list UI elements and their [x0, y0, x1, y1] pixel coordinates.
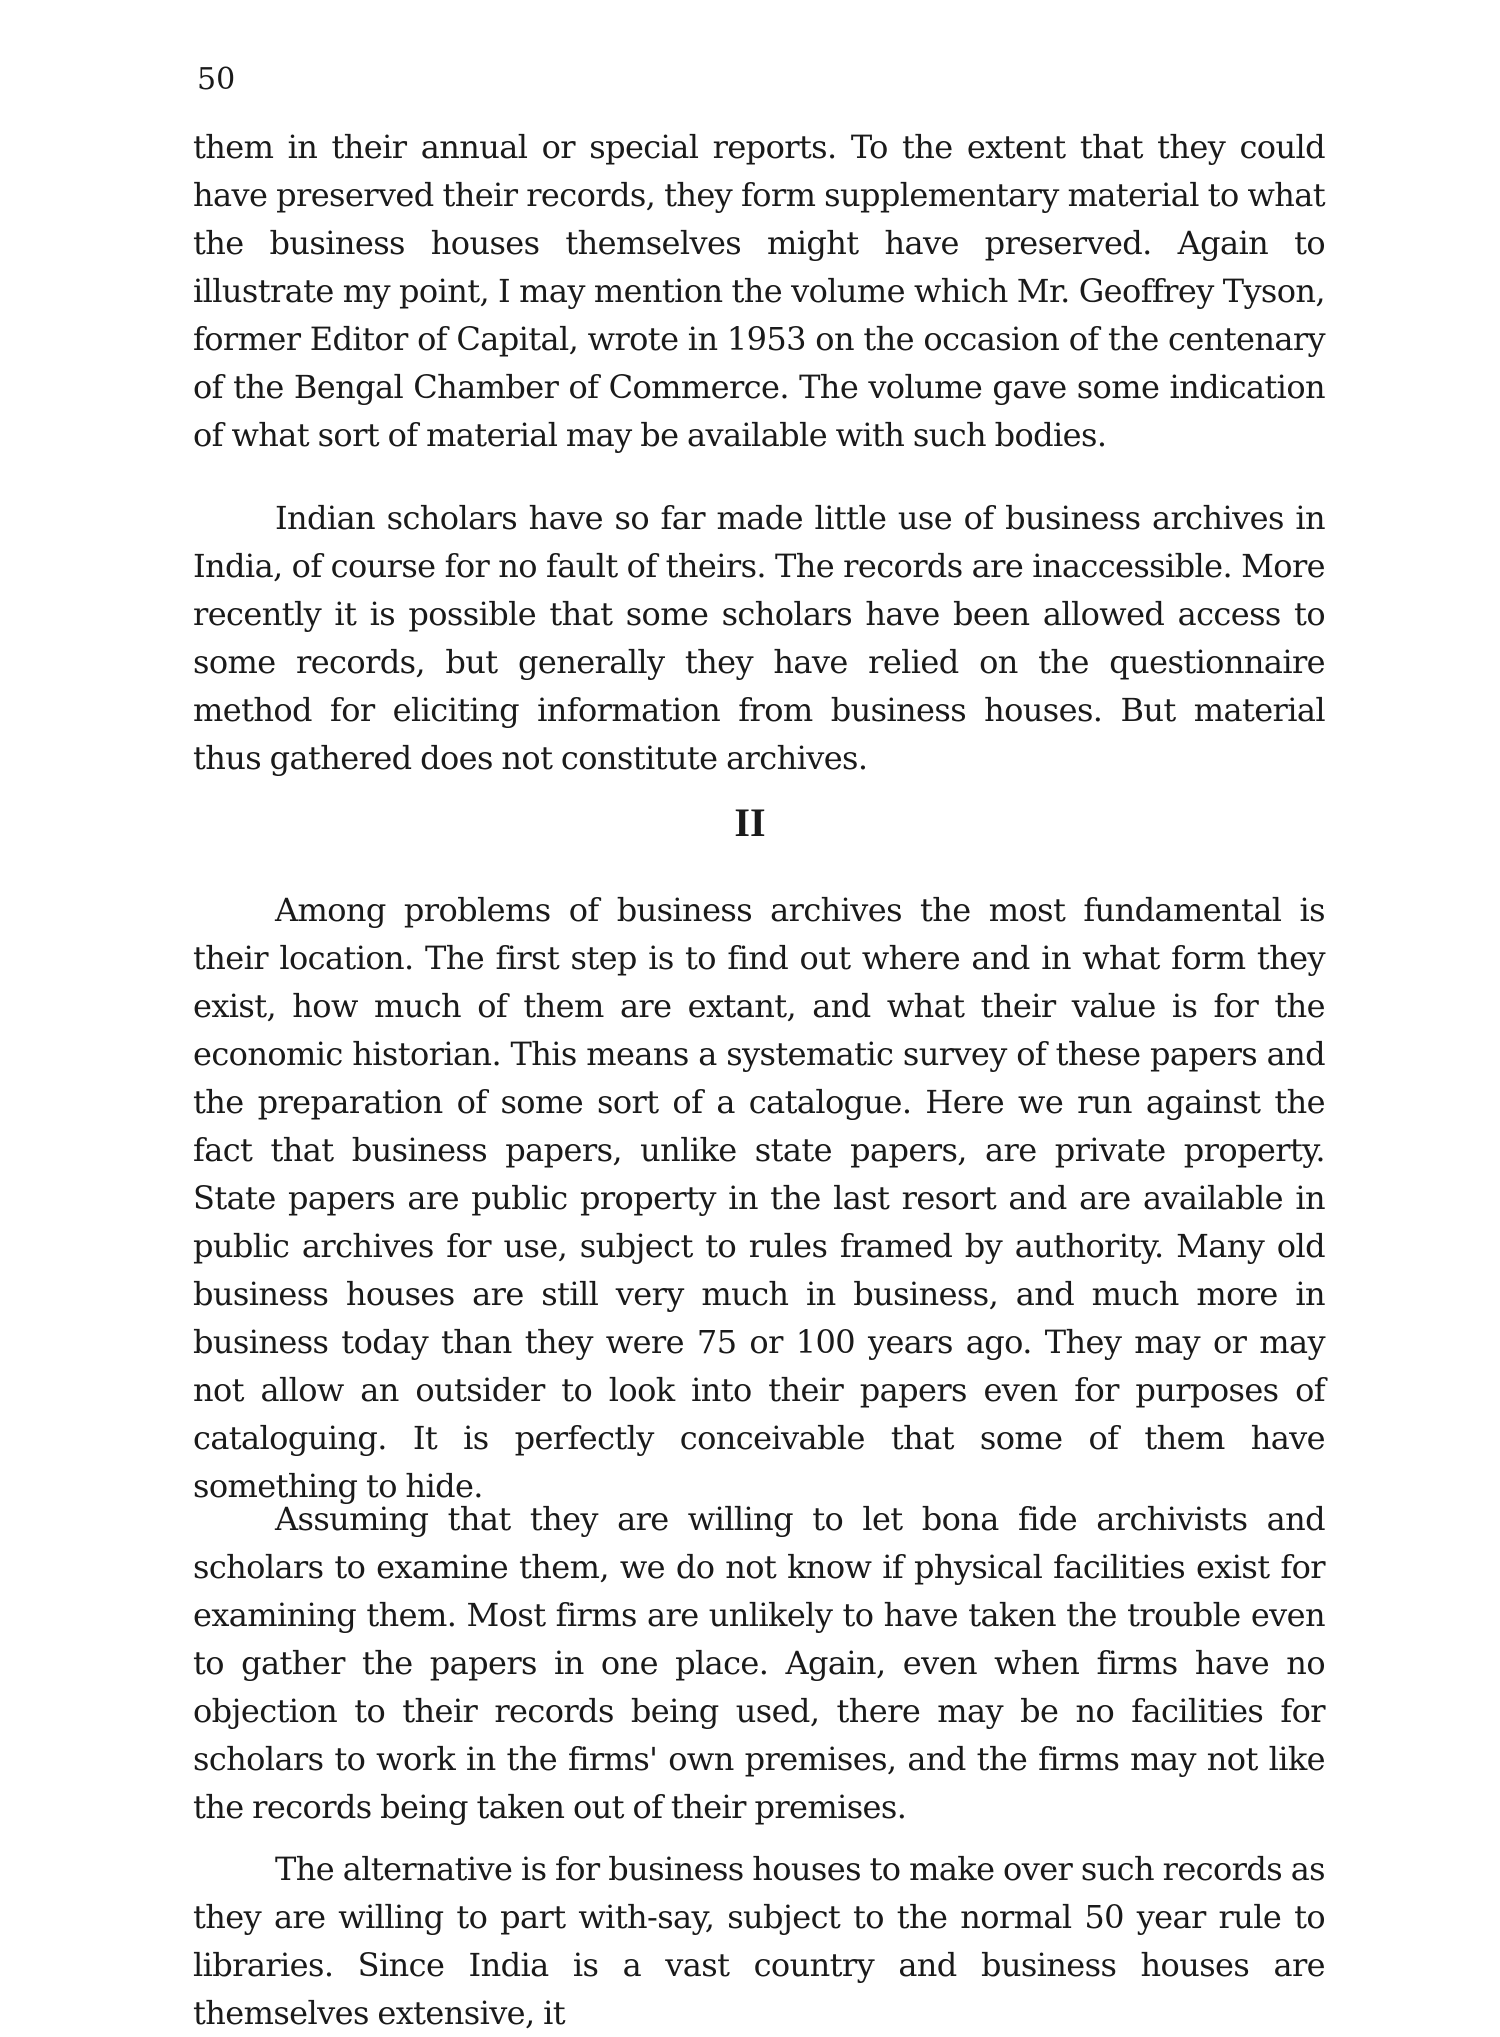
page-number: 50: [197, 62, 236, 97]
paragraph-text: them in their annual or special reports. To the extent that they could have preserved their records, they form supplementary material to what the business houses themselves might have preserved. Again to illustrate my point, I may mention the volume which Mr. Geoffrey Tyson, former Editor of Capital, wrote in 1953 on the occasion of the centenary of the Bengal Chamber of Commerce. The volume gave some indication of what sort of material may be available with such bodies.: [193, 128, 1325, 454]
paragraph-text: Assuming that they are willing to let bona fide archivists and scholars to examine them, we do not know if physical facilities exist for examining them. Most firms are unlikely to have taken the trouble even to gather the papers in one place. Again, even when firms have no objection to their records being used, there may be no facilities for scholars to work in the firms' own premises, and the firms may not like the records being taken out of their premises.: [193, 1500, 1325, 1826]
paragraph-alternative: [193, 1845, 1325, 2037]
section-heading: II: [734, 800, 766, 845]
paragraph-text: Among problems of business archives the most fundamental is their location. The first step is to find out where and in what form they exist, how much of them are extant, and what their value is for the economic historian. This means a systematic survey of these papers and the preparation of some sort of a catalogue. Here we run against the fact that business papers, unlike state papers, are private property. State papers are public property in the last resort and are available in public archives for use, subject to rules framed by authority. Many old business houses are still very much in business, and much more in business today than they were 75 or 100 years ago. They may or may not allow an outsider to look into their papers even for purposes of cataloguing. It is perfectly conceivable that some of them have something to hide.: [193, 891, 1325, 1505]
paragraph-text: The alternative is for business houses to make over such records as they are willing to part with-say, subject to the normal 50 year rule to libraries. Since India is a vast country and business houses are themselves extensive, it: [193, 1850, 1325, 2032]
paragraph-indian-scholars: [193, 494, 1325, 782]
paragraph-continued-reports: [193, 123, 1325, 459]
paragraph-text: Indian scholars have so far made little use of business archives in India, of course for no fault of theirs. The records are inaccessible. More recently it is possible that some scholars have been allowed access to some records, but generally they have relied on the questionnaire method for eliciting information from business houses. But material thus gathered does not constitute archives.: [193, 499, 1325, 777]
paragraph-physical-facilities: [193, 1495, 1325, 1831]
paragraph-location-problem: [193, 886, 1325, 1510]
